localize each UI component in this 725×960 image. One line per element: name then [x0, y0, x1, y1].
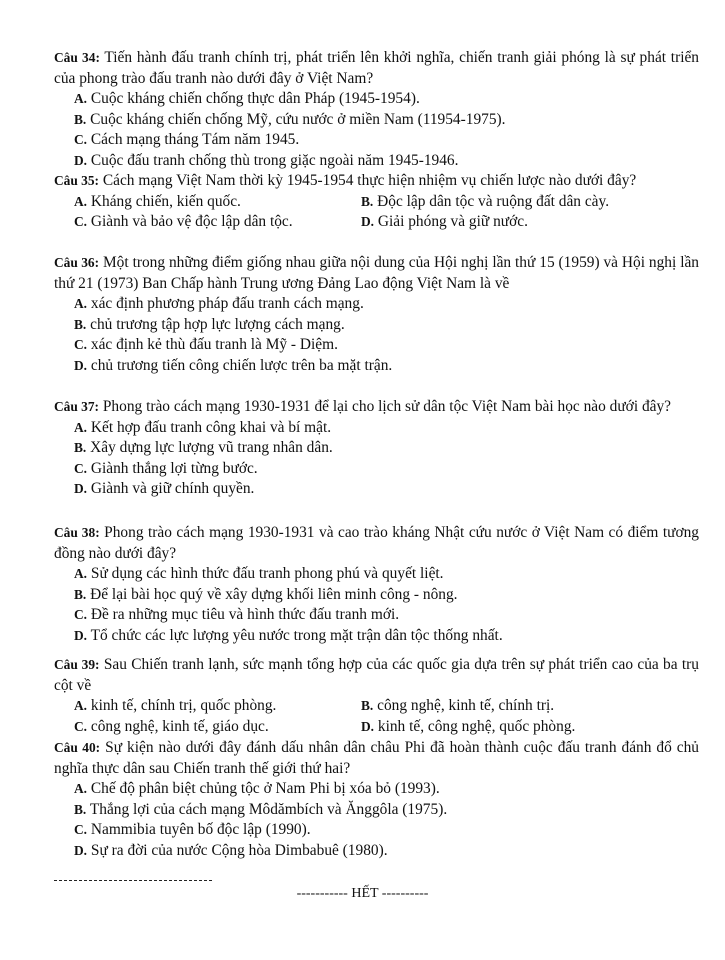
option-text: Cách mạng tháng Tám năm 1945. [90, 131, 300, 148]
option-text: Kết hợp đấu tranh công khai và bí mật. [90, 418, 332, 436]
option-text: Cuộc kháng chiến chống Mỹ, cứu nước ở miền Nam (11954-1975). [90, 110, 506, 128]
option-text: Thắng lợi của cách mạng Môdămbích và Ănggôla (1975). [89, 800, 448, 818]
option-a [54, 779, 699, 800]
option-letter: A. [74, 781, 88, 796]
option-b [54, 585, 699, 606]
question-36 [54, 253, 699, 376]
option-d [54, 151, 699, 172]
option-b [54, 438, 699, 459]
question-text: Sự kiện nào dưới đây đánh dấu nhân dân châu Phi đã hoàn thành cuộc đấu tranh đánh đổ chủ nghĩa thực dân sau Chiến tranh thế giới thứ hai? [54, 739, 699, 777]
option-b [54, 110, 699, 131]
option-letter: B. [74, 586, 87, 602]
option-text: công nghệ, kinh tế, giáo dục. [90, 717, 269, 735]
option-d [361, 212, 528, 233]
question-text: Phong trào cách mạng 1930-1931 để lại cho lịch sử dân tộc Việt Nam bài học nào dưới đây? [102, 398, 671, 415]
option-c [54, 605, 699, 626]
option-text: xác định kẻ thù đấu tranh là Mỹ - Diệm. [90, 336, 338, 353]
question-38 [54, 523, 699, 646]
option-d [54, 841, 699, 862]
option-letter: C. [74, 214, 88, 229]
option-text: Sử dụng các hình thức đấu tranh phong phú và quyết liệt. [90, 565, 444, 582]
option-letter: B. [74, 316, 87, 332]
option-text: Giành và bảo vệ độc lập dân tộc. [90, 213, 293, 230]
option-text: Giải phóng và giữ nước. [377, 213, 528, 230]
question-35 [54, 171, 699, 233]
option-row [54, 696, 699, 717]
option-text: chủ trương tiến công chiến lược trên ba mặt trận. [90, 356, 393, 374]
option-letter: D. [74, 481, 88, 496]
option-c [54, 130, 699, 151]
option-d [54, 356, 699, 377]
question-text: Phong trào cách mạng 1930-1931 và cao trào kháng Nhật cứu nước ở Việt Nam có điểm tương đồng nào dưới đây? [54, 524, 699, 562]
option-letter: A. [74, 193, 88, 209]
question-text: Tiến hành đấu tranh chính trị, phát triển lên khởi nghĩa, chiến tranh giải phóng là sự phát triển của phong trào đấu tranh nào dưới đây ở Việt Nam? [54, 49, 700, 87]
option-letter: D. [361, 718, 375, 734]
question-stem [54, 523, 699, 564]
option-c [54, 335, 699, 356]
option-c [54, 459, 699, 480]
question-stem [54, 397, 699, 418]
option-text: Nammibia tuyên bố độc lập (1990). [90, 821, 311, 838]
option-c [54, 820, 699, 841]
option-a [54, 418, 699, 439]
option-letter: C. [74, 337, 88, 352]
option-text: chủ trương tập hợp lực lượng cách mạng. [90, 315, 345, 333]
option-letter: C. [74, 822, 88, 837]
option-text: xác định phương pháp đấu tranh cách mạng. [90, 295, 364, 312]
question-stem [54, 48, 699, 89]
option-letter: A. [74, 296, 88, 311]
option-letter: A. [74, 419, 88, 435]
question-37 [54, 397, 699, 500]
option-a [54, 294, 699, 315]
option-text: công nghệ, kinh tế, chính trị. [377, 697, 555, 714]
option-d [361, 717, 575, 738]
option-letter: D. [361, 214, 375, 229]
question-text: Sau Chiến tranh lạnh, sức mạnh tổng hợp của các quốc gia dựa trên sự phát triển cao của ba trụ cột về [54, 656, 699, 694]
option-b [54, 315, 699, 336]
option-a [74, 696, 361, 717]
option-letter: C. [74, 718, 88, 734]
option-letter: B. [74, 111, 87, 127]
option-text: Đề ra những mục tiêu và hình thức đấu tranh mới. [90, 606, 400, 623]
option-text: kinh tế, công nghệ, quốc phòng. [377, 717, 576, 735]
option-text: Giành thắng lợi từng bước. [90, 459, 258, 477]
option-text: Cuộc đấu tranh chống thù trong giặc ngoài năm 1945-1946. [90, 151, 459, 169]
option-letter: B. [74, 801, 87, 817]
option-letter: C. [74, 460, 88, 476]
option-letter: B. [361, 193, 374, 209]
question-number: Câu 37: [54, 399, 100, 414]
option-letter: D. [74, 357, 88, 373]
option-text: Tổ chức các lực lượng yêu nước trong mặt trận dân tộc thống nhất. [90, 626, 503, 644]
option-letter: B. [74, 440, 87, 455]
option-letter: C. [74, 607, 88, 622]
option-row [54, 717, 699, 738]
question-stem [54, 171, 699, 192]
option-text: Sự ra đời của nước Cộng hòa Dimbabuê (1980). [90, 841, 388, 859]
option-text: kinh tế, chính trị, quốc phòng. [90, 697, 277, 714]
question-34 [54, 48, 699, 171]
option-letter: D. [74, 152, 88, 168]
question-text: Cách mạng Việt Nam thời kỳ 1945-1954 thực hiện nhiệm vụ chiến lược nào dưới đây? [102, 172, 637, 189]
option-letter: D. [74, 627, 88, 643]
option-text: Giành và giữ chính quyền. [90, 480, 255, 497]
option-letter: A. [74, 91, 88, 106]
option-text: Cuộc kháng chiến chống thực dân Pháp (1945-1954). [90, 90, 420, 107]
option-b [361, 696, 554, 717]
question-number: Câu 38: [54, 525, 100, 540]
option-letter: D. [74, 842, 88, 858]
option-b [361, 192, 609, 213]
question-text: Một trong những điểm giống nhau giữa nội dung của Hội nghị lần thứ 15 (1959) và Hội nghị lần thứ 21 (1973) Ban Chấp hành Trung ương Đảng Lao động Việt Nam là về [54, 254, 699, 292]
option-letter: A. [74, 566, 88, 581]
option-c [74, 212, 361, 233]
option-a [54, 89, 699, 110]
option-text: Độc lập dân tộc và ruộng đất dân cày. [377, 192, 610, 210]
question-stem [54, 738, 699, 779]
option-letter: A. [74, 698, 88, 713]
question-stem [54, 253, 699, 294]
question-number: Câu 40: [54, 740, 101, 755]
option-text: Chế độ phân biệt chủng tộc ở Nam Phi bị xóa bỏ (1993). [90, 780, 440, 797]
question-40 [54, 738, 699, 861]
option-d [54, 479, 699, 500]
option-text: Xây dựng lực lượng vũ trang nhân dân. [90, 439, 333, 456]
option-text: Để lại bài học quý về xây dựng khối liên minh công - nông. [90, 585, 458, 603]
option-row [54, 212, 699, 233]
option-a [74, 192, 361, 213]
option-b [54, 800, 699, 821]
question-number: Câu 36: [54, 255, 100, 270]
end-marker: ----------- HẾT ---------- [296, 886, 429, 901]
option-text: Kháng chiến, kiến quốc. [90, 192, 241, 210]
option-a [54, 564, 699, 585]
option-letter: B. [361, 698, 374, 713]
option-d [54, 626, 699, 647]
question-number: Câu 39: [54, 657, 100, 672]
option-letter: C. [74, 132, 88, 147]
footnote-divider [54, 880, 212, 881]
question-number: Câu 35: [54, 173, 100, 188]
option-row [54, 192, 699, 213]
question-stem [54, 655, 699, 696]
option-c [74, 717, 361, 738]
question-number: Câu 34: [54, 50, 100, 65]
question-39 [54, 655, 699, 737]
